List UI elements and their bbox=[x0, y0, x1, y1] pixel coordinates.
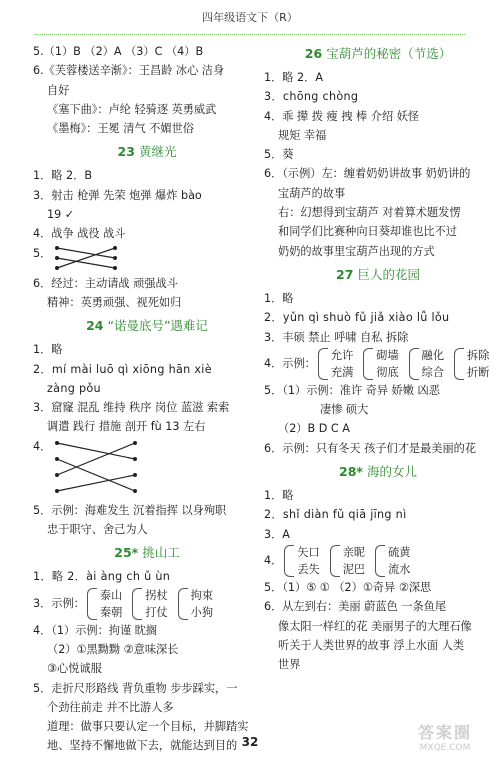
brace-group bbox=[407, 347, 444, 381]
brace-word: 折断 bbox=[467, 365, 490, 379]
answer-line: 像太阳一样红的花 美丽男子的大理石像 bbox=[278, 619, 472, 633]
answer-line: （2）B D C A bbox=[278, 422, 350, 436]
brace-word: 综合 bbox=[421, 365, 445, 379]
brace-word: 泥巴 bbox=[342, 562, 366, 576]
item-label: 4．示例： bbox=[264, 357, 316, 371]
answer-line: 1．略 2．B bbox=[33, 169, 93, 183]
answer-line: 5．葵 bbox=[264, 148, 294, 162]
answer-line: 1．略 2．A bbox=[264, 71, 324, 84]
brace-group bbox=[373, 544, 410, 578]
brace-group bbox=[328, 544, 365, 578]
section-number: 26 bbox=[304, 46, 323, 61]
section-number: 25* bbox=[114, 545, 139, 561]
section-title-25 bbox=[33, 541, 261, 565]
answer-line: 3．A bbox=[264, 527, 290, 541]
brace-group bbox=[452, 347, 489, 381]
answer-line: 6.《芙蓉楼送辛渐》：王昌龄 冰心 洁身 bbox=[33, 64, 225, 78]
answer-line: 个劲往前走 并不比游人多 bbox=[47, 700, 174, 714]
answer-line: 3．丰硕 禁止 呼啸 自私 拆除 bbox=[264, 330, 409, 344]
brace-icon bbox=[454, 348, 464, 380]
brace-word: 打仗 bbox=[145, 605, 168, 619]
answer-line: 1．略 bbox=[264, 489, 294, 503]
brace-word: 拐杖 bbox=[145, 588, 168, 602]
watermark-text: 答案圈 bbox=[417, 723, 472, 742]
brace-group bbox=[316, 347, 353, 381]
answer-line: 右：幻想得到宝葫芦 对着算术题发愣 bbox=[278, 206, 461, 220]
answer-line: 5．走折尺形路线 背负重物 步步踩实，一 bbox=[33, 681, 238, 695]
brace-icon bbox=[330, 545, 340, 577]
answer-line-matching bbox=[33, 437, 261, 501]
answer-line: 3．chōng chòng bbox=[264, 90, 359, 104]
answer-line: 道理：做事只要认定一个目标，并脚踏实 bbox=[47, 720, 249, 734]
item-label: 4． bbox=[264, 554, 283, 568]
answer-line: 6．示例：只有冬天 孩子们才是最美丽的花 bbox=[264, 441, 477, 455]
page-header: 四年级语文下（R） bbox=[202, 11, 298, 24]
example-brace-row bbox=[264, 544, 492, 578]
brace-word: 小狗 bbox=[190, 605, 214, 619]
answer-line: 忠于职守、舍己为人 bbox=[47, 523, 148, 537]
brace-word: 允许 bbox=[330, 348, 354, 362]
brace-word: 拆除 bbox=[467, 348, 490, 362]
brace-word: 秦朝 bbox=[99, 605, 123, 619]
section-title-23 bbox=[33, 140, 261, 164]
right-column bbox=[264, 42, 492, 674]
answer-line: 4．战争 战役 战斗 bbox=[33, 227, 126, 241]
answer-line: 凄惨 硕大 bbox=[320, 403, 369, 417]
brace-group bbox=[130, 587, 167, 621]
item-label: 5． bbox=[33, 246, 52, 260]
section-title-26 bbox=[264, 42, 492, 66]
section-name: 黄继光 bbox=[138, 144, 177, 160]
answer-line-matching bbox=[33, 244, 261, 274]
section-name: “诺曼底号”遇难记 bbox=[107, 318, 208, 334]
answer-line: 5．（1）⑤ ① （2）①奇异 ②深思 bbox=[264, 580, 432, 594]
section-name: 宝葫芦的秘密（节选） bbox=[326, 46, 452, 61]
answer-line: 和同学们比赛种向日葵却谁也比不过 bbox=[278, 225, 458, 239]
item-label: 4． bbox=[33, 439, 52, 453]
section-title-24 bbox=[33, 314, 261, 338]
section-name: 海的女儿 bbox=[366, 464, 417, 480]
answer-line: 奶奶的故事里宝葫芦出现的方式 bbox=[278, 244, 435, 258]
section-number: 23 bbox=[117, 144, 135, 160]
answer-line: 5.（1）B （2）A （3）C （4）B bbox=[33, 45, 204, 58]
answer-line: 6．经过：主动请战 顽强战斗 bbox=[33, 276, 178, 290]
answer-line: 2．shǐ diàn fǔ qiā jīng nì bbox=[264, 508, 407, 522]
answer-line: 规矩 幸福 bbox=[278, 128, 327, 142]
brace-group bbox=[85, 587, 122, 621]
answer-line: 《墨梅》：王冕 清气 不媚世俗 bbox=[47, 122, 194, 136]
brace-icon bbox=[132, 588, 142, 620]
answer-line: 19 ✓ bbox=[47, 208, 75, 222]
answer-line: 3．射击 枪弹 先荣 炮弹 爆炸 bào bbox=[33, 188, 202, 202]
brace-word: 流水 bbox=[388, 562, 411, 576]
answer-line: 4．（1）示例：拘谨 眈搁 bbox=[33, 623, 158, 637]
brace-group bbox=[282, 544, 319, 578]
brace-word: 矢口 bbox=[297, 545, 320, 559]
brace-icon bbox=[284, 545, 294, 577]
answer-line: 世界 bbox=[278, 658, 301, 672]
brace-icon bbox=[375, 545, 385, 577]
answer-line: 4．乖 撵 拨 瘦 拽 棒 介绍 妖怪 bbox=[264, 109, 420, 123]
answer-line: zàng pǒu bbox=[47, 381, 101, 395]
matching-lines-diagram bbox=[51, 437, 141, 499]
section-title-27 bbox=[264, 263, 492, 287]
watermark-url: MXQE.COM bbox=[419, 743, 471, 753]
section-title-28 bbox=[264, 460, 492, 484]
section-number: 24 bbox=[86, 318, 104, 334]
section-number: 27 bbox=[336, 266, 354, 282]
answer-line: 1．略 bbox=[264, 291, 294, 305]
section-name: 巨人的花园 bbox=[357, 266, 420, 282]
answer-line: 听关于人类世界的故事 浮上水面 人类 bbox=[278, 638, 465, 652]
section-number: 28* bbox=[339, 464, 363, 480]
answer-line: 调遣 践行 措施 剖开 fù 13 左右 bbox=[47, 420, 206, 434]
brace-word: 充满 bbox=[330, 365, 354, 379]
answer-line: 6．从左到右：美丽 蔚蓝色 一条鱼尾 bbox=[264, 600, 447, 614]
brace-word: 砌墙 bbox=[376, 348, 399, 362]
answer-line: 3．窟窿 混乱 维持 秩序 岗位 蓝滋 索索 bbox=[33, 401, 230, 415]
answer-line: 精神：英勇顽强、视死如归 bbox=[47, 295, 182, 309]
answer-line: 自好 bbox=[47, 83, 70, 97]
answer-line: 6．（示例）左：缠着奶奶讲故事 奶奶讲的 bbox=[264, 167, 471, 181]
answer-line: 2．mí mài luō qì xiōng hān xiè bbox=[33, 362, 212, 376]
answer-line: 《塞下曲》：卢纶 轻骑逐 英勇威武 bbox=[47, 102, 217, 116]
left-column bbox=[33, 42, 261, 756]
section-name: 挑山工 bbox=[142, 545, 180, 561]
brace-icon bbox=[363, 348, 373, 380]
brace-icon bbox=[178, 588, 188, 620]
brace-group bbox=[176, 587, 213, 621]
answer-line: 5．（1）示例：准许 奇异 娇嫩 凶恶 bbox=[264, 383, 440, 397]
item-label: 3．示例： bbox=[33, 596, 85, 610]
example-brace-row bbox=[264, 347, 492, 381]
answer-line: （2）①黑黝黝 ②意味深长 bbox=[47, 642, 179, 656]
example-brace-row bbox=[33, 587, 261, 621]
brace-word: 硫黄 bbox=[388, 545, 411, 559]
answer-line: 5．示例：海难发生 沉着指挥 以身殉职 bbox=[33, 503, 227, 517]
page-number: 32 bbox=[241, 735, 259, 749]
brace-icon bbox=[87, 588, 97, 620]
brace-word: 丢失 bbox=[297, 562, 320, 576]
answer-line: 1．略 bbox=[33, 343, 63, 357]
answer-line: 地、坚持不懈地做下去，就能达到目的 bbox=[47, 739, 238, 753]
brace-word: 亲昵 bbox=[342, 545, 366, 559]
brace-word: 融化 bbox=[421, 348, 445, 362]
brace-group bbox=[361, 347, 398, 381]
answer-line: 宝葫芦的故事 bbox=[278, 186, 346, 200]
answer-line: 1．略 2．ài àng ch ǔ ùn bbox=[33, 570, 171, 584]
answer-line: 2．yǔn qì shuò fǔ jiǎ xiào lǚ lǒu bbox=[264, 311, 450, 325]
watermark-logo bbox=[402, 723, 488, 757]
answer-line: ③心悦诚服 bbox=[47, 662, 102, 676]
brace-icon bbox=[409, 348, 419, 380]
brace-icon bbox=[318, 348, 328, 380]
matching-lines-diagram bbox=[51, 244, 121, 274]
brace-word: 泰山 bbox=[99, 588, 123, 602]
brace-word: 彻底 bbox=[376, 365, 399, 379]
header-divider bbox=[35, 34, 465, 35]
brace-word: 拘束 bbox=[190, 588, 214, 602]
